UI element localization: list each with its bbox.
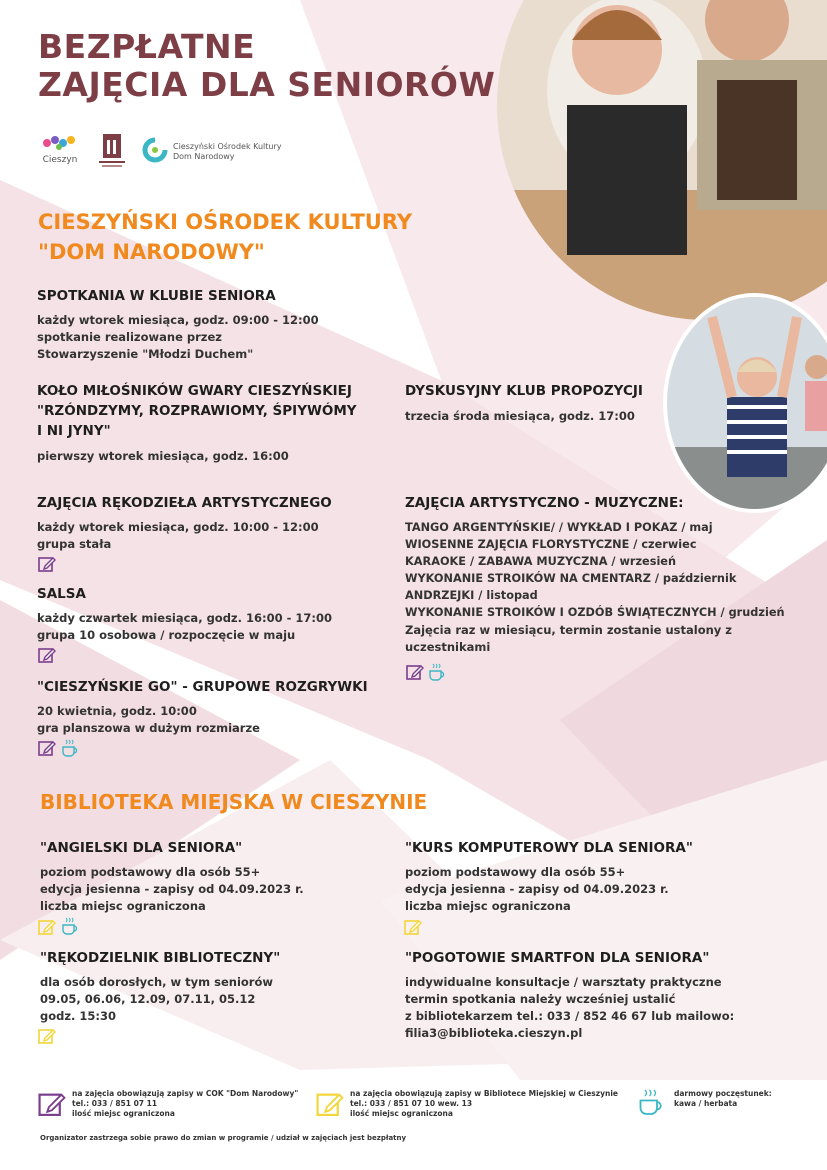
list-item: TANGO ARGENTYŃSKIE/ / WYKŁAD I POKAZ / maj [405, 521, 713, 534]
event-text: uczestnikami [405, 640, 491, 654]
event-rekodzielo [37, 495, 332, 553]
event-text: z bibliotekarzem tel.: 033 / 852 46 67 lub mailowo: [405, 1009, 735, 1023]
edit-purple-icon [38, 739, 56, 757]
legend-library [350, 1089, 618, 1119]
event-text: indywidualne konsultacje / warsztaty praktyczne [405, 975, 722, 989]
legend-text: ilość miejsc ograniczona [350, 1109, 453, 1118]
event-text: edycja jesienna - zapisy od 04.09.2023 r. [40, 882, 304, 896]
event-text: filia3@biblioteka.cieszyn.pl [405, 1026, 583, 1040]
event-text: 09.05, 06.06, 12.09, 07.11, 05.12 [40, 992, 256, 1006]
cok-section-title [38, 207, 412, 267]
cieszyn-logo-text: Cieszyn [42, 155, 78, 165]
event-text: Zajęcia raz w miesiącu, termin zostanie ustalony z [405, 623, 732, 637]
event-title: "RZÓNDZYMY, ROZPRAWIOMY, ŚPIYWÓMY [37, 403, 357, 419]
edit-yellow-icon [38, 1027, 56, 1045]
legend-text: kawa / herbata [674, 1099, 738, 1108]
legend-text: tel.: 033 / 851 07 10 wew. 13 [350, 1099, 473, 1108]
legend-coffee [674, 1089, 772, 1109]
event-text: termin spotkania należy wcześniej ustalić [405, 992, 676, 1006]
event-title: "KURS KOMPUTEROWY DLA SENIORA" [405, 840, 693, 856]
legend-text: na zajęcia obowiązują zapisy w Bibliotece Miejskiej w Cieszynie [350, 1089, 619, 1098]
event-text: trzecia środa miesiąca, godz. 17:00 [405, 409, 635, 423]
edit-purple-icon [406, 663, 424, 681]
title-line-2: ZAJĘCIA DLA SENIORÓW [38, 65, 496, 104]
event-dyskusyjny [405, 383, 643, 425]
event-title: "RĘKODZIELNIK BIBLIOTECZNY" [40, 950, 281, 966]
page-title [38, 28, 495, 104]
event-title: DYSKUSYJNY KLUB PROPOZYCJI [405, 383, 643, 399]
event-text: poziom podstawowy dla osób 55+ [40, 865, 261, 879]
event-text: każdy wtorek miesiąca, godz. 10:00 - 12:00 [37, 520, 319, 534]
list-item: ANDRZEJKI / listopad [405, 589, 538, 602]
footer-disclaimer: Organizator zastrzega sobie prawo do zmian w programie / udział w zajęciach jest bezpłatny [40, 1134, 407, 1142]
coffee-cup-icon [60, 738, 80, 758]
coffee-cup-icon [636, 1087, 666, 1117]
library-komputer [405, 840, 693, 915]
event-text: spotkanie realizowane przez [37, 330, 222, 344]
cok-logo-line-2: Dom Narodowy [173, 152, 235, 161]
legend-text: ilość miejsc ograniczona [72, 1109, 175, 1118]
event-text: grupa 10 osobowa / rozpoczęcie w maju [37, 628, 296, 642]
event-title: "ANGIELSKI DLA SENIORA" [40, 840, 243, 856]
event-klub-seniora [37, 288, 319, 363]
edit-purple-icon [38, 1090, 66, 1118]
event-salsa [37, 586, 332, 644]
list-item: WYKONANIE STROIKÓW NA CMENTARZ / październik [405, 572, 737, 585]
list-item: KARAOKE / ZABAWA MUZYCZNA / wrzesień [405, 555, 677, 568]
event-title: SALSA [37, 586, 86, 602]
event-text: edycja jesienna - zapisy od 04.09.2023 r. [405, 882, 669, 896]
library-logo [97, 132, 127, 170]
event-title: "CIESZYŃSKIE GO" - GRUPOWE ROZGRYWKI [37, 679, 368, 695]
library-angielski [40, 840, 304, 915]
event-text: liczba miejsc ograniczona [405, 899, 571, 913]
edit-purple-icon [38, 555, 56, 573]
event-title: SPOTKANIA W KLUBIE SENIORA [37, 288, 276, 304]
cok-logo-mark [142, 137, 168, 163]
event-title: ZAJĘCIA RĘKODZIEŁA ARTYSTYCZNEGO [37, 495, 332, 511]
cok-title-line-2: "DOM NARODOWY" [38, 240, 265, 264]
edit-yellow-icon [316, 1090, 344, 1118]
event-text: grupa stała [37, 537, 112, 551]
list-item: WIOSENNE ZAJĘCIA FLORYSTYCZNE / czerwiec [405, 538, 697, 551]
event-gwara [37, 381, 357, 465]
event-title: KOŁO MIŁOŚNIKÓW GWARY CIESZYŃSKIEJ [37, 383, 352, 399]
coffee-cup-icon [60, 916, 80, 936]
cieszyn-logo [42, 135, 78, 171]
list-item: WYKONANIE STROIKÓW I OZDÓB ŚWIĄTECZNYCH / grudzień [405, 606, 785, 619]
event-text: każdy wtorek miesiąca, godz. 09:00 - 12:00 [37, 313, 319, 327]
library-section-title: BIBLIOTEKA MIEJSKA W CIESZYNIE [40, 790, 428, 814]
event-text: 20 kwietnia, godz. 10:00 [37, 704, 197, 718]
edit-yellow-icon [38, 918, 56, 936]
edit-purple-icon [38, 646, 56, 664]
coffee-cup-icon [427, 662, 447, 682]
legend-cok [72, 1089, 298, 1119]
title-line-1: BEZPŁATNE [38, 27, 256, 66]
event-title: I NI JYNY" [37, 423, 111, 439]
library-rekodzielnik [40, 950, 280, 1025]
event-text: pierwszy wtorek miesiąca, godz. 16:00 [37, 449, 289, 463]
event-title: "POGOTOWIE SMARTFON DLA SENIORA" [405, 950, 710, 966]
event-text: liczba miejsc ograniczona [40, 899, 206, 913]
legend-text: tel.: 033 / 851 07 11 [72, 1099, 158, 1108]
legend-text: na zajęcia obowiązują zapisy w COK "Dom Narodowy" [72, 1089, 299, 1098]
edit-yellow-icon [404, 918, 422, 936]
event-go [37, 679, 368, 737]
event-text: Stowarzyszenie "Młodzi Duchem" [37, 347, 254, 361]
cok-title-line-1: CIESZYŃSKI OŚRODEK KULTURY [38, 210, 413, 234]
event-text: dla osób dorosłych, w tym seniorów [40, 975, 273, 989]
event-muzyczne [405, 495, 815, 656]
cok-logo-line-1: Cieszyński Ośrodek Kultury [173, 142, 282, 151]
event-text: godz. 15:30 [40, 1009, 117, 1023]
event-text: każdy czwartek miesiąca, godz. 16:00 - 17:00 [37, 611, 332, 625]
cok-logo [142, 137, 282, 167]
library-smartfon [405, 950, 734, 1042]
event-text: poziom podstawowy dla osób 55+ [405, 865, 626, 879]
legend-text: darmowy poczęstunek: [674, 1089, 772, 1098]
event-text: gra planszowa w dużym rozmiarze [37, 721, 260, 735]
event-title: ZAJĘCIA ARTYSTYCZNO - MUZYCZNE: [405, 495, 684, 511]
